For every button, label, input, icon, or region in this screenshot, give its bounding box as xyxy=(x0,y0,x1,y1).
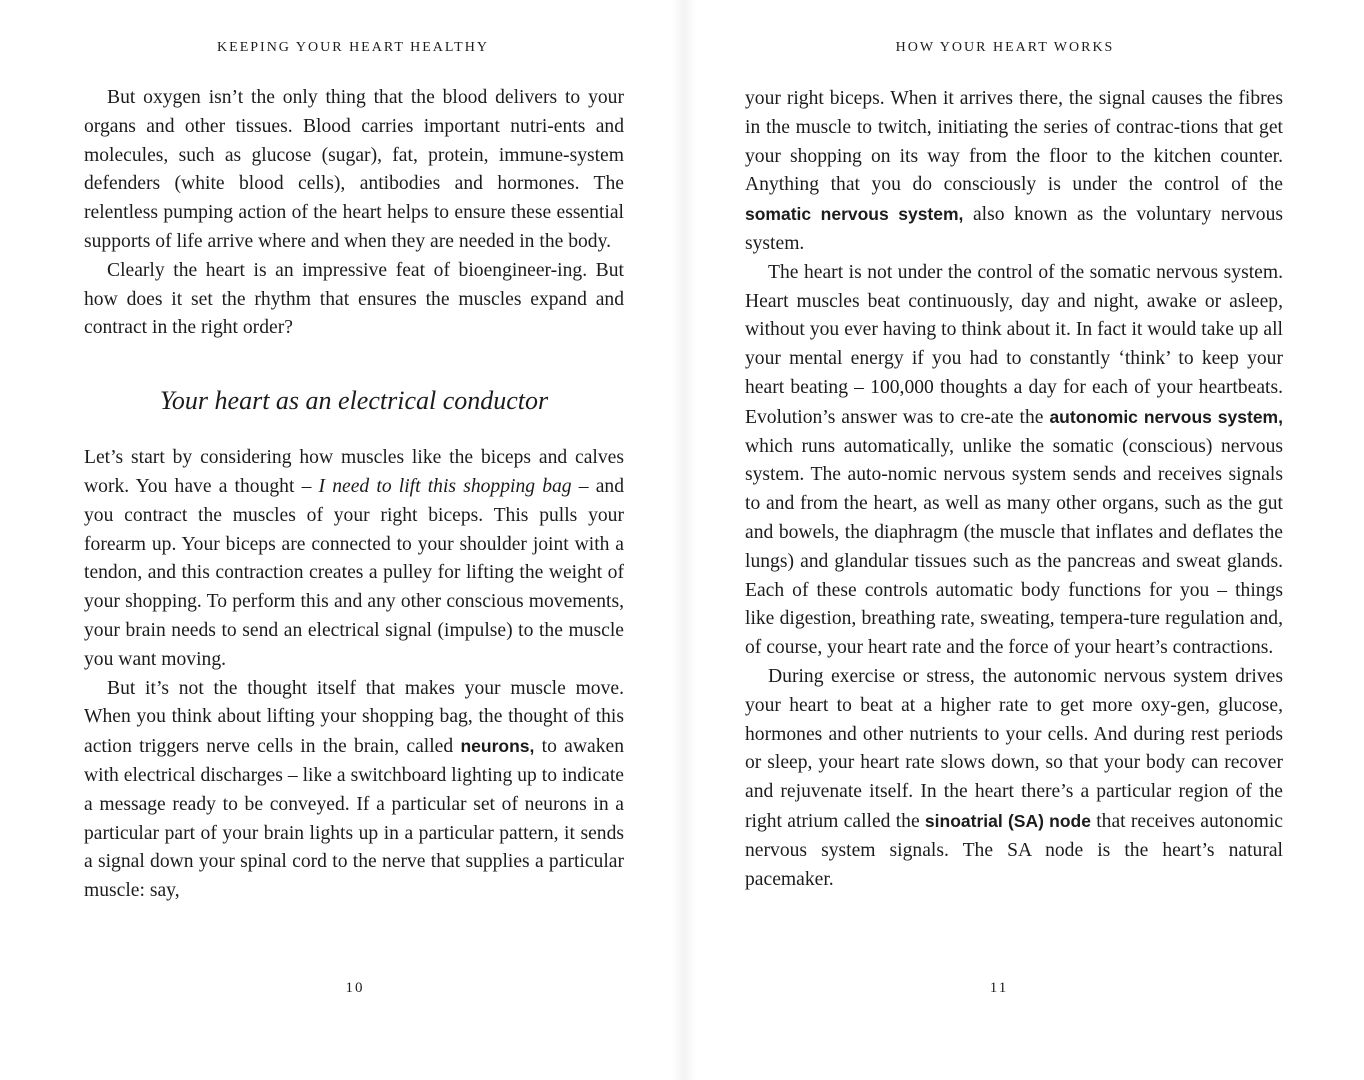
right-paragraph-2 xyxy=(745,259,1283,663)
left-paragraph-1: But oxygen isn’t the only thing that the blood delivers to your organs and other tissues. Blood carries important nutri-ents and molecules, such as glucose (sugar), fat, protein, immune-system defenders (white blood cells), antibodies and hormones. The relentless pumping action of the heart helps to ensure these essential supports of life arrive where and when they are needed in the body. xyxy=(84,87,624,252)
right-paragraph-2-bold: autonomic nervous system, xyxy=(1049,406,1283,427)
left-paragraph-4-text-b: to awaken with electrical discharges – like a switchboard lighting up to indicate a message ready to be conveyed. If a particular set of neurons in a particular part of your brain lights up in a particular pattern, it sends a signal down your spinal cord to the nerve that supplies a particular muscle: say, xyxy=(84,736,624,902)
right-page-number: 11 xyxy=(989,980,1009,996)
right-paragraph-1-text-a: your right biceps. When it arrives there, the signal causes the fibres in the muscle to twitch, initiating the series of contrac-tions that get your shopping on its way from the floor to the kitchen counter. Anything that you do consciously is under the control of the xyxy=(745,88,1283,196)
right-paragraph-3 xyxy=(745,663,1283,894)
left-page-number: 10 xyxy=(345,980,365,996)
left-paragraph-3-text-b: – and you contract the muscles of your right biceps. This pulls your forearm up. Your biceps are connected to your shoulder joint with a tendon, and this contraction creates a pulley for lifting the weight of your shopping. To perform this and any other conscious movements, your brain needs to send an electrical signal (impulse) to the muscle you want moving. xyxy=(84,475,625,670)
left-paragraph-4 xyxy=(84,675,624,906)
left-body-text xyxy=(84,84,624,906)
left-paragraph-3-italic: I need to lift this shopping bag xyxy=(318,475,572,497)
right-paragraph-1-text-b: also known as the voluntary nervous system. xyxy=(745,204,1283,254)
right-paragraph-1 xyxy=(745,85,1283,259)
right-paragraph-2-text-a: The heart is not under the control of the somatic nervous system. Heart muscles beat continuously, day and night, awake or asleep, without you ever having to think about it. In fact it would take up all your mental energy if you had to constantly ‘think’ to keep your heart beating – 100,000 thoughts a day for each of your heartbeats. Evolution’s answer was to cre-ate the xyxy=(745,261,1283,428)
section-heading: Your heart as an electrical conductor xyxy=(159,386,549,416)
right-body-text xyxy=(745,85,1283,894)
right-running-head: HOW YOUR HEART WORKS xyxy=(895,40,1115,55)
left-paragraph-2: Clearly the heart is an impressive feat of bioengineer-ing. But how does it set the rhythm that ensures the muscles expand and contract in the right order? xyxy=(84,259,624,339)
right-paragraph-3-text-b: that receives autonomic nervous system signals. The SA node is the heart’s natural pacemaker. xyxy=(745,810,1284,890)
left-paragraph-3-text-a: Let’s start by considering how muscles like the biceps and calves work. You have a thought – xyxy=(84,447,624,497)
left-running-head: KEEPING YOUR HEART HEALTHY xyxy=(217,40,489,55)
right-paragraph-2-text-b: which runs automatically, unlike the somatic (conscious) nervous system. The auto-nomic nervous system sends and receives signals to and from the heart, as well as many other organs, such as the gut and bowels, the diaphragm (the muscle that inflates and deflates the lungs) and glandular tissues such as the pancreas and sweat glands. Each of these controls automatic body functions for you – things like digestion, breathing rate, sweating, tempera-ture regulation and, of course, your heart rate and the force of your heart’s contractions. xyxy=(745,435,1283,659)
left-paragraph-4-text-a: But it’s not the thought itself that makes your muscle move. When you think about lifting your shopping bag, the thought of this action triggers nerve cells in the brain, called xyxy=(84,677,624,758)
left-paragraph-4-bold: neurons, xyxy=(460,736,535,757)
right-paragraph-3-bold: sinoatrial (SA) node xyxy=(924,810,1091,831)
right-page xyxy=(682,0,1364,1080)
right-paragraph-3-text-a: During exercise or stress, the autonomic nervous system drives your heart to beat at a higher rate to get more oxy-gen, glucose, hormones and other nutrients to your cells. And during rest periods or sleep, your heart rate slows down, so that your body can recover and rejuvenate itself. In the heart there’s a particular region of the right atrium called the xyxy=(745,665,1283,832)
right-paragraph-1-bold: somatic nervous system, xyxy=(745,204,964,225)
left-paragraph-3 xyxy=(84,444,624,674)
